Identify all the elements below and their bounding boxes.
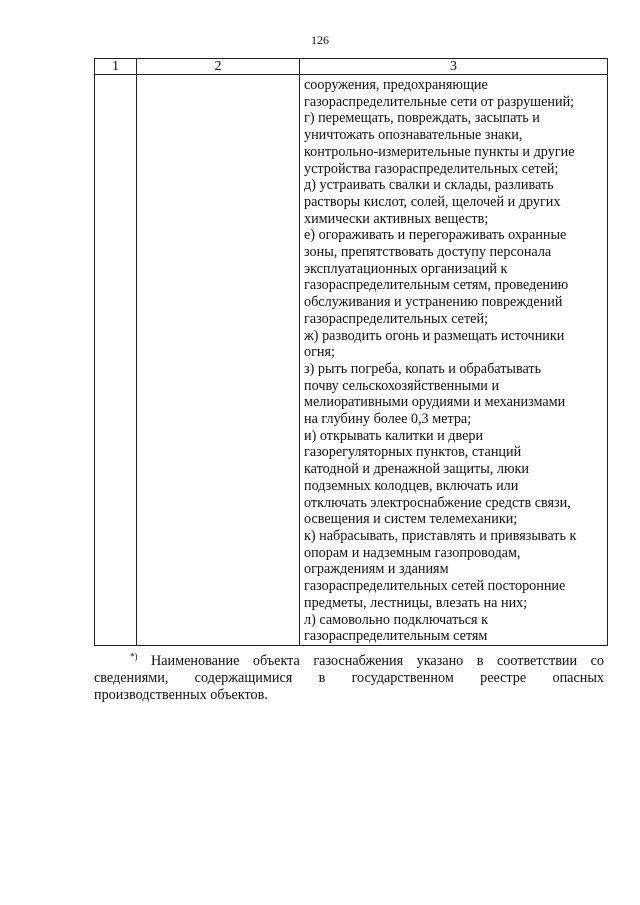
requirement-line: предметы, лестницы, влезать на них; (304, 594, 528, 611)
requirement-line: устройства газораспределительных сетей; (304, 160, 559, 177)
prohibitions-text (300, 75, 607, 645)
column-header-3: 3 (300, 59, 608, 75)
page-number: 126 (311, 33, 329, 47)
requirement-line: е) огораживать и перегораживать охранные (304, 227, 567, 244)
footnote-line (94, 653, 604, 670)
requirement-line: уничтожать опознавательные знаки, (304, 127, 523, 144)
requirement-line: мелиоративными орудиями и механизмами (304, 394, 566, 411)
column-header-2: 2 (137, 59, 300, 75)
requirement-line: л) самовольно подключаться к (304, 611, 489, 628)
requirement-line: ж) разводить огонь и размещать источники (304, 327, 565, 344)
requirement-line: отключать электроснабжение средств связи, (304, 494, 571, 511)
table-cell-col3 (300, 75, 608, 646)
requirement-line: зоны, препятствовать доступу персонала (304, 244, 552, 261)
table-cell-col2 (137, 75, 300, 646)
requirement-line: ограждениям и зданиям (304, 561, 449, 578)
requirement-line: з) рыть погреба, копать и обрабатывать (304, 360, 542, 377)
column-header-1: 1 (95, 59, 137, 75)
requirement-line: растворы кислот, солей, щелочей и других (304, 193, 561, 210)
footnote-line-text: Наименование объекта газоснабжения указано в соответствии со (151, 653, 604, 669)
footnote (94, 653, 604, 704)
footnote-line: производственных объектов. (94, 687, 268, 703)
requirement-line: и) открывать калитки и двери (304, 427, 484, 444)
requirement-line: подземных колодцев, включать или (304, 477, 519, 494)
table-cell-col1 (95, 75, 137, 646)
footnote-marker: *) (130, 651, 138, 662)
requirement-line: опорам и надземным газопроводам, (304, 544, 521, 561)
requirement-line: обслуживания и устранению повреждений (304, 294, 563, 311)
requirement-line: сооружения, предохраняющие (304, 77, 488, 93)
requirement-line: химически активных веществ; (304, 210, 489, 227)
footnote-line: сведениями, содержащимися в государственном реестре опасных (94, 670, 604, 686)
requirement-line: почву сельскохозяйственными и (304, 377, 500, 394)
table-row (95, 75, 608, 646)
requirement-line: огня; (304, 344, 335, 361)
requirement-line: к) набрасывать, приставлять и привязывать к (304, 527, 577, 544)
requirement-line: катодной и дренажной защиты, люки (304, 461, 530, 478)
requirement-line: на глубину более 0,3 метра; (304, 411, 472, 428)
requirement-line: газораспределительные сети от разрушений; (304, 93, 575, 110)
requirement-line: освещения и систем телемеханики; (304, 511, 518, 528)
requirement-line: газораспределительным сетям, проведению (304, 277, 569, 294)
requirement-line: газораспределительных сетей посторонние (304, 578, 566, 595)
table-header-row (95, 59, 608, 75)
requirement-line: д) устраивать свалки и склады, разливать (304, 177, 554, 194)
requirement-line: газораспределительных сетей; (304, 310, 489, 327)
requirement-line: контрольно-измерительные пункты и другие (304, 143, 575, 160)
requirement-line: газораспределительным сетям (304, 628, 488, 645)
requirement-line: г) перемещать, повреждать, засыпать и (304, 110, 540, 127)
requirements-table (94, 58, 608, 646)
requirement-line: эксплуатационных организаций к (304, 260, 508, 277)
requirement-line: газорегуляторных пунктов, станций (304, 444, 522, 461)
